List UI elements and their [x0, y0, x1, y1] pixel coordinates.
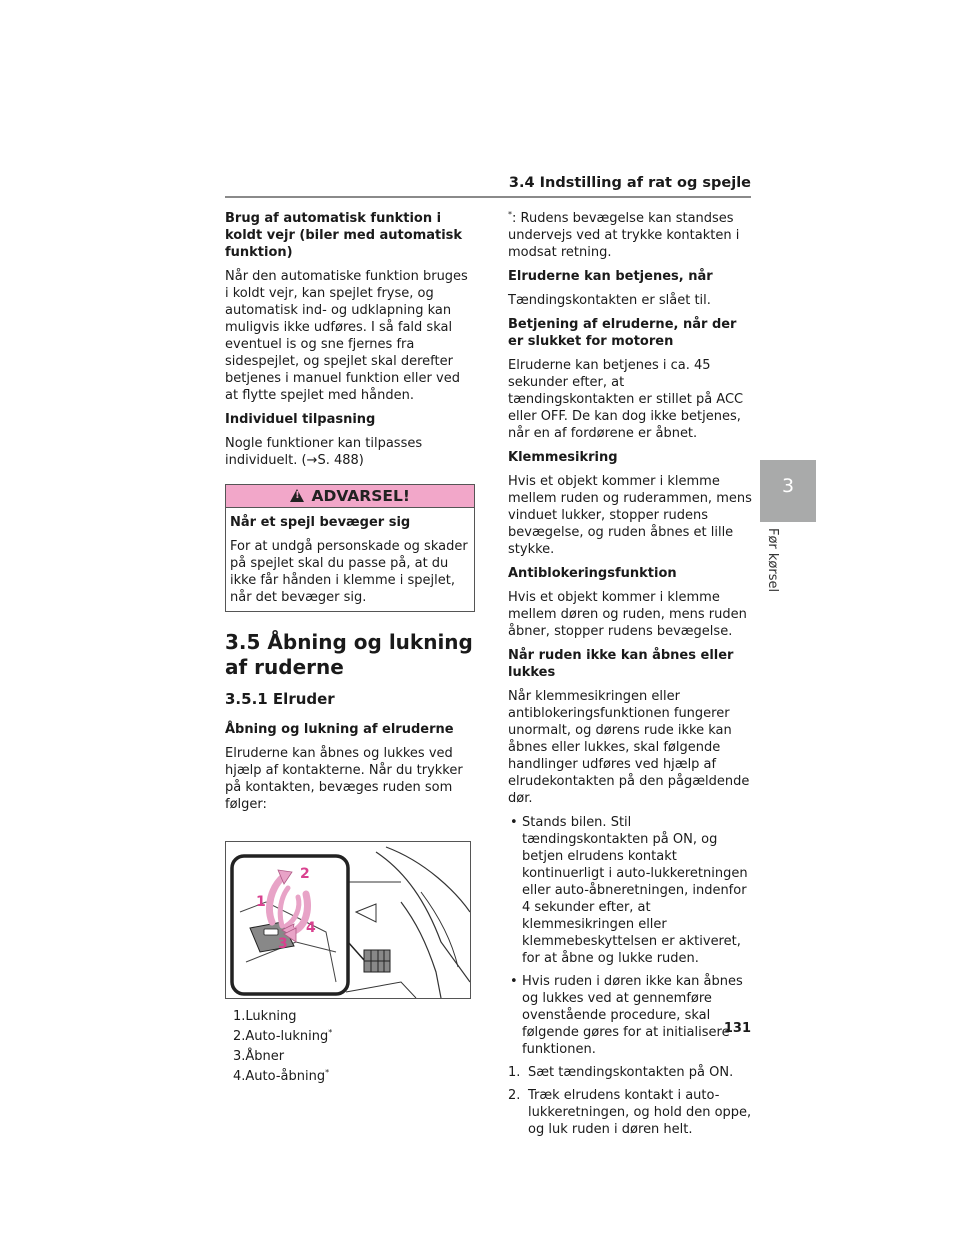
warning-text: For at undgå personskade og skader på spejlet skal du passe på, at du ikke får hånden i klemme i spejlet, når det bevæger sig. [230, 539, 468, 605]
warning-heading: Når et spejl bevæger sig [230, 515, 411, 530]
heading-cannot-open: Når ruden ikke kan åbnes eller lukkes [508, 648, 734, 680]
figure-legend-item: 3.Åbner [233, 1049, 285, 1064]
chapter-number: 3 [781, 475, 795, 497]
warning-title-bar [226, 485, 474, 508]
chapter-label: Før kørsel [765, 528, 780, 593]
paragraph-open-close: Elruderne kan åbnes og lukkes ved hjælp af kontakterne. Når du trykker på kontakten, bevæges ruden som følger: [225, 746, 463, 812]
figure-label-3: 3 [278, 936, 288, 952]
heading-engine-off: Betjening af elruderne, når der er slukket for motoren [508, 317, 737, 349]
figure-legend-item: 4.Auto-åbning* [233, 1068, 330, 1084]
figure-label-2: 2 [300, 866, 310, 882]
window-switch-illustration [225, 841, 471, 999]
header-rule [225, 196, 751, 198]
step-item: 1. Sæt tændingskontakten på ON. [508, 1065, 734, 1080]
window-switch-drawing [226, 842, 470, 998]
step-item: 2. Træk elrudens kontakt i auto-lukkeretningen, og hold den oppe, og luk ruden i døren helt. [508, 1088, 752, 1137]
paragraph-individual: Nogle funktioner kan tilpasses individuelt. (→S. 488) [225, 436, 423, 468]
figure-legend [225, 1009, 475, 1084]
section-title: 3.5 Åbning og lukning af ruderne [225, 630, 473, 679]
figure-label-1: 1 [256, 894, 266, 910]
figure-legend-item: 1.Lukning [233, 1009, 297, 1024]
paragraph-can-operate: Tændingskontakten er slået til. [508, 293, 711, 308]
right-column [508, 210, 753, 1144]
figure-legend-item: 2.Auto-lukning* [233, 1028, 333, 1044]
paragraph-pinch: Hvis et objekt kommer i klemme mellem ruden og ruderammen, mens vinduet lukker, stopper rudens bevægelse, og ruden åbnes et lille stykke. [508, 474, 752, 557]
chapter-label-box [765, 528, 791, 598]
footnote-text: : Rudens bevægelse kan standses undervejs ved at trykke kontakten i modsat retning. [508, 211, 740, 260]
bullet-item: • Stands bilen. Stil tændingskontakten på ON, og betjen elrudens kontakt kontinuerligt i auto-lukkeretningen eller auto-åbneretningen, indenfor 4 sekunder efter, at klemmesikringen eller klemmebeskyttelsen er aktiveret, for at åbne og lukke ruden. [508, 814, 753, 967]
paragraph-cannot-open: Når klemmesikringen eller antiblokeringsfunktionen fungerer unormalt, og dørens rude ikke kan åbnes eller lukkes, skal følgende handlinger udføres ved hjælp af elrudekontakten på den pågældende dør. [508, 689, 750, 806]
running-header: 3.4 Indstilling af rat og spejle [508, 175, 751, 191]
bullet-item: • Hvis ruden i døren ikke kan åbnes og lukkes ved at gennemføre ovenstående procedure, skal følgende gøres for at initialisere funktionen. [508, 973, 753, 1058]
left-column [225, 210, 475, 1089]
heading-can-operate: Elruderne kan betjenes, når [508, 269, 713, 284]
warning-box [225, 484, 475, 612]
heading-pinch: Klemmesikring [508, 450, 618, 465]
figure-label-4: 4 [306, 920, 316, 936]
footnote-star: * [508, 210, 512, 219]
paragraph-antijam: Hvis et objekt kommer i klemme mellem døren og ruden, mens ruden åbner, stopper rudens bevægelse. [508, 590, 747, 639]
warning-triangle-icon [290, 489, 304, 502]
paragraph-cold-weather: Når den automatiske funktion bruges i koldt vejr, kan spejlet fryse, og automatisk ind- og udklapning kan muligvis ikke udføres. I så fald skal eventuel is og sne fjernes fra sidespejlet, og spejlet skal derefter betjenes i manuel funktion eller ved at flytte spejlet med hånden. [225, 269, 468, 403]
step-list [508, 1064, 753, 1138]
paragraph-engine-off: Elruderne kan betjenes i ca. 45 sekunder efter, at tændingskontakten er stillet på ACC eller OFF. De kan dog ikke betjenes, når en af fordørene er åbnet. [508, 358, 744, 441]
heading-antijam: Antiblokeringsfunktion [508, 566, 677, 581]
heading-cold-weather: Brug af automatisk funktion i koldt vejr (biler med automatisk funktion) [225, 211, 463, 260]
warning-body [226, 508, 474, 611]
heading-individual: Individuel tilpasning [225, 412, 376, 427]
subsection-title: 3.5.1 Elruder [225, 690, 335, 708]
page-number: 131 [723, 1021, 751, 1036]
footnote [508, 210, 753, 261]
warning-title: ADVARSEL! [311, 487, 410, 505]
heading-open-close: Åbning og lukning af elruderne [225, 722, 454, 737]
